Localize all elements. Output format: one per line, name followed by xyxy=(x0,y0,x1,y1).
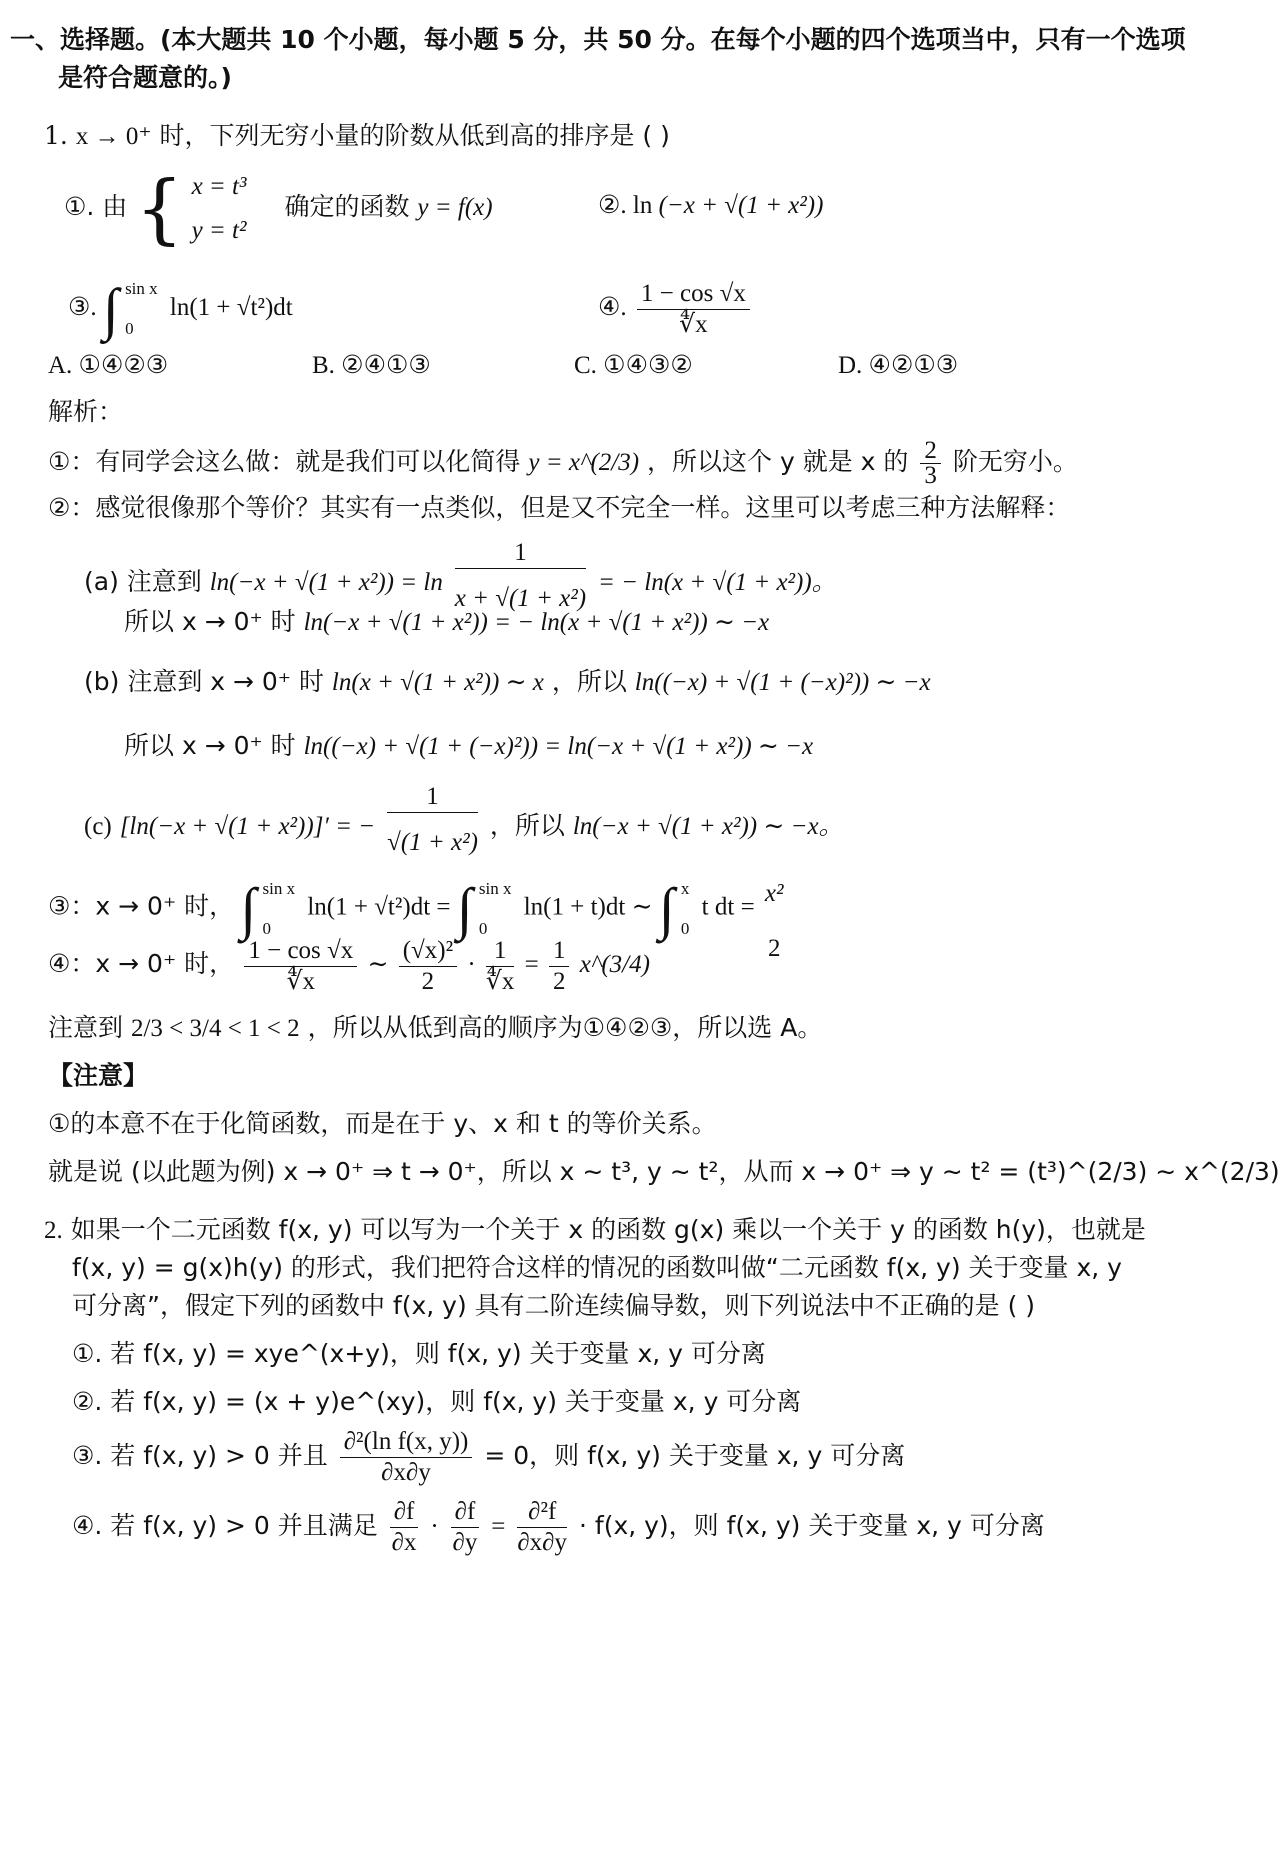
q1-item1-system xyxy=(192,165,247,253)
s1-frac-den: 3 xyxy=(924,462,937,489)
q1-item4-den: ∜x xyxy=(679,310,708,338)
c-den: √(1 + x²) xyxy=(387,829,478,856)
c-num: 1 xyxy=(387,782,478,813)
q2-number: 2. xyxy=(44,1217,63,1244)
q1-condition: x → 0⁺ xyxy=(75,123,152,150)
s4-label: ④：x → 0⁺ 时， xyxy=(48,949,235,978)
integral-icon: ∫ xyxy=(102,276,119,342)
q1-item4 xyxy=(598,272,754,344)
q1-item1-eq2: y = t² xyxy=(191,216,247,244)
s4-num2: (√x)² xyxy=(399,936,457,967)
a2-expr: ln(−x + √(1 + x²)) = − ln(x + √(1 + x²)) ∼ −x xyxy=(303,609,770,636)
section-title-line2: 是符合题意的。) xyxy=(58,63,232,92)
integral-icon: ∫ xyxy=(240,876,257,941)
option-d[interactable]: D. ④②①③ xyxy=(838,352,959,379)
q1-item3-integrand: ln(1 + √t²)dt xyxy=(169,294,293,321)
integral-icon: ∫ xyxy=(658,876,675,941)
q1-item2 xyxy=(598,186,823,226)
q1-item1-fn: y = f(x) xyxy=(417,194,493,221)
c-label: (c) xyxy=(84,813,112,840)
q2-item3-a: ③. 若 f(x, y) > 0 并且 xyxy=(72,1441,328,1470)
q2-item4-d1: ∂x xyxy=(391,1529,417,1556)
s4-dot: · xyxy=(467,951,476,978)
q1-item3-label: ③. xyxy=(68,294,97,321)
q1-item4-num: 1 − cos √x xyxy=(637,279,750,310)
q1-item2-expr: (−x + √(1 + x²)) xyxy=(658,192,824,219)
q1-item2-label: ②. ln xyxy=(598,192,653,219)
s3-int1: ln(1 + √t²)dt = xyxy=(307,893,451,921)
q2-item3-den: ∂x∂y xyxy=(381,1459,431,1486)
q1-item4-label: ④. xyxy=(598,294,627,321)
option-b[interactable]: B. ②④①③ xyxy=(312,352,431,379)
q2-item4-b: · f(x, y)，则 f(x, y) 关于变量 x, y 可分离 xyxy=(579,1511,1045,1540)
s3-label: ③：x → 0⁺ 时， xyxy=(48,891,235,921)
q2-line2: f(x, y) = g(x)h(y) 的形式，我们把符合这样的情况的函数叫做“二元函数 f(x, y) 关于变量 x, y xyxy=(72,1253,1122,1282)
s3-int2: ln(1 + t)dt ∼ xyxy=(523,893,653,921)
q1-item3-upper: sin x xyxy=(125,279,158,299)
solution-step1 xyxy=(48,434,1078,490)
s3-lower1: 0 xyxy=(262,919,271,938)
q2-line1-text: 如果一个二元函数 f(x, y) 可以写为一个关于 x 的函数 g(x) 乘以一个关于 y 的函数 h(y)，也就是 xyxy=(70,1215,1146,1244)
s4-num3: 1 xyxy=(486,936,514,967)
s4-frac3 xyxy=(486,936,514,997)
b-expr1: ln(x + √(1 + x²)) ∼ x xyxy=(331,669,544,696)
q1-item1-prefix: ①. 由 xyxy=(64,192,128,221)
conclusion-b: ，所以从低到高的顺序为①④②③，所以选 A。 xyxy=(307,1013,823,1042)
solution-c xyxy=(84,782,844,856)
a2-text: 所以 x → 0⁺ 时 xyxy=(124,607,296,636)
b2-expr: ln((−x) + √(1 + (−x)²)) = ln(−x + √(1 + x²)) ∼ −x xyxy=(303,733,814,760)
solution-title: 解析： xyxy=(48,397,124,426)
note-title: 【注意】 xyxy=(48,1061,149,1090)
s3-fraction xyxy=(765,854,784,964)
s4-den3: ∜x xyxy=(485,967,515,995)
solution-conclusion xyxy=(48,1008,822,1049)
c-lhs: [ln(−x + √(1 + x²))]′ = − xyxy=(119,813,376,840)
q2-item3-fraction xyxy=(340,1427,473,1488)
option-c[interactable]: C. ①④③② xyxy=(574,352,693,379)
conclusion-a: 注意到 xyxy=(48,1013,124,1042)
s1-text-c: 阶无穷小。 xyxy=(952,447,1078,476)
left-brace-icon: { xyxy=(135,163,184,253)
s3-limits3 xyxy=(681,880,690,938)
s1-frac-num: 2 xyxy=(920,439,941,464)
b-label: (b) 注意到 x → 0⁺ 时 xyxy=(84,667,324,696)
s3-upper2: sin x xyxy=(478,879,512,898)
s1-text-a: ①：有同学会这么做：就是我们可以化简得 xyxy=(48,447,521,476)
a-den: x + √(1 + x²) xyxy=(454,585,587,612)
q1-item3-limits xyxy=(125,280,158,338)
q2-item3-b: = 0，则 f(x, y) 关于变量 x, y 可分离 xyxy=(484,1441,906,1470)
s3-num: x² xyxy=(764,880,784,907)
conclusion-expr: 2/3 < 3/4 < 1 < 2 xyxy=(130,1015,300,1042)
integral-icon: ∫ xyxy=(456,876,473,941)
s4-frac2 xyxy=(399,936,457,997)
q1-item1-suffix: 确定的函数 xyxy=(284,192,410,221)
s4-num4: 1 xyxy=(549,936,570,967)
q2-item4-d3: ∂x∂y xyxy=(517,1529,568,1556)
q2-item4-frac1 xyxy=(390,1497,419,1558)
q2-item4-n3: ∂²f xyxy=(517,1497,567,1528)
q2-item3-num: ∂²(ln f(x, y)) xyxy=(340,1427,473,1458)
a-rhs: = − ln(x + √(1 + x²))。 xyxy=(598,569,837,596)
q2-item4 xyxy=(72,1494,1045,1558)
b-mid: ，所以 xyxy=(551,667,627,696)
q2-item4-a: ④. 若 f(x, y) > 0 并且满足 xyxy=(72,1511,378,1540)
solution-b xyxy=(84,662,931,703)
b-expr2: ln((−x) + √(1 + (−x)²)) ∼ −x xyxy=(634,669,931,696)
s4-eq: = xyxy=(524,951,539,978)
c-rhs: ln(−x + √(1 + x²)) ∼ −x。 xyxy=(572,813,844,840)
solution-a2 xyxy=(124,602,769,643)
q2-item1: ①. 若 f(x, y) = xye^(x+y)，则 f(x, y) 关于变量 x, y 可分离 xyxy=(72,1339,766,1368)
section-title-line1: 一、选择题。(本大题共 10 个小题，每小题 5 分，共 50 分。在每个小题的四个选项当中，只有一个选项 xyxy=(10,25,1186,54)
q2-item4-d2: ∂y xyxy=(452,1529,478,1556)
q1-item1-eq1: x = t³ xyxy=(191,172,247,200)
q1-item1 xyxy=(64,162,493,252)
q1-stem-text: 时，下列无穷小量的阶数从低到高的排序是 ( ) xyxy=(159,121,670,150)
equals-icon: = xyxy=(491,1513,506,1540)
s4-frac1 xyxy=(244,936,357,997)
s4-den1: ∜x xyxy=(286,967,316,995)
a-num: 1 xyxy=(455,538,586,569)
s4-den2: 2 xyxy=(421,967,435,995)
s3-upper1: sin x xyxy=(262,879,296,898)
s4-den4: 2 xyxy=(552,967,566,995)
s3-lower3: 0 xyxy=(680,919,690,938)
dot-operator-icon: · xyxy=(430,1513,439,1540)
q2-line3: 可分离”，假定下列的函数中 f(x, y) 具有二阶连续偏导数，则下列说法中不正确的是 ( ) xyxy=(72,1291,1036,1320)
c-mid: ，所以 xyxy=(489,811,565,840)
q1-number: 1. xyxy=(44,121,68,150)
s1-expr: y = x^(2/3) xyxy=(528,449,640,476)
s3-den: 2 xyxy=(767,935,781,962)
q1-item3-lower: 0 xyxy=(125,319,134,339)
s4-num1: 1 − cos √x xyxy=(244,936,357,967)
s4-tail: x^(3/4) xyxy=(579,951,650,978)
a-label: (a) 注意到 xyxy=(84,567,202,596)
s3-upper3: x xyxy=(680,879,690,898)
q2-item3 xyxy=(72,1424,905,1488)
solution-a xyxy=(84,538,837,612)
solution-step2: ②：感觉很像那个等价？其实有一点类似，但是又不完全一样。这里可以考虑三种方法解释： xyxy=(48,493,1071,522)
b2-text: 所以 x → 0⁺ 时 xyxy=(124,731,296,760)
note-line2: 就是说 (以此题为例) x → 0⁺ ⇒ t → 0⁺，所以 x ∼ t³, y ∼ t²，从而 x → 0⁺ ⇒ y ∼ t² = (t³)^(2/3) ∼ x^(2/3) xyxy=(48,1157,1280,1186)
q2-item4-n1: ∂f xyxy=(390,1497,419,1528)
q2-item4-frac3 xyxy=(517,1497,567,1558)
option-a[interactable]: A. ①④②③ xyxy=(48,352,169,379)
s1-fraction xyxy=(920,439,941,488)
q2-item2: ②. 若 f(x, y) = (x + y)e^(xy)，则 f(x, y) 关于变量 x, y 可分离 xyxy=(72,1387,802,1416)
s1-text-b: ，所以这个 y 就是 x 的 xyxy=(647,447,909,476)
s4-sim: ∼ xyxy=(367,951,389,978)
s4-frac4 xyxy=(549,936,570,997)
q2-line1 xyxy=(44,1210,1146,1251)
solution-step4 xyxy=(48,932,650,996)
q1-item4-fraction xyxy=(637,279,750,340)
s3-int3: t dt = xyxy=(701,893,755,921)
solution-b2 xyxy=(124,726,813,767)
q1-stem xyxy=(44,116,670,157)
q2-item4-frac2 xyxy=(451,1497,480,1558)
q2-item4-n2: ∂f xyxy=(451,1497,480,1528)
a-lhs: ln(−x + √(1 + x²)) = ln xyxy=(209,569,443,596)
s3-limits2 xyxy=(479,880,512,938)
s3-limits1 xyxy=(263,880,296,938)
s3-lower2: 0 xyxy=(478,919,488,938)
q1-item3 xyxy=(68,268,293,348)
note-line1: ①的本意不在于化简函数，而是在于 y、x 和 t 的等价关系。 xyxy=(48,1109,717,1138)
